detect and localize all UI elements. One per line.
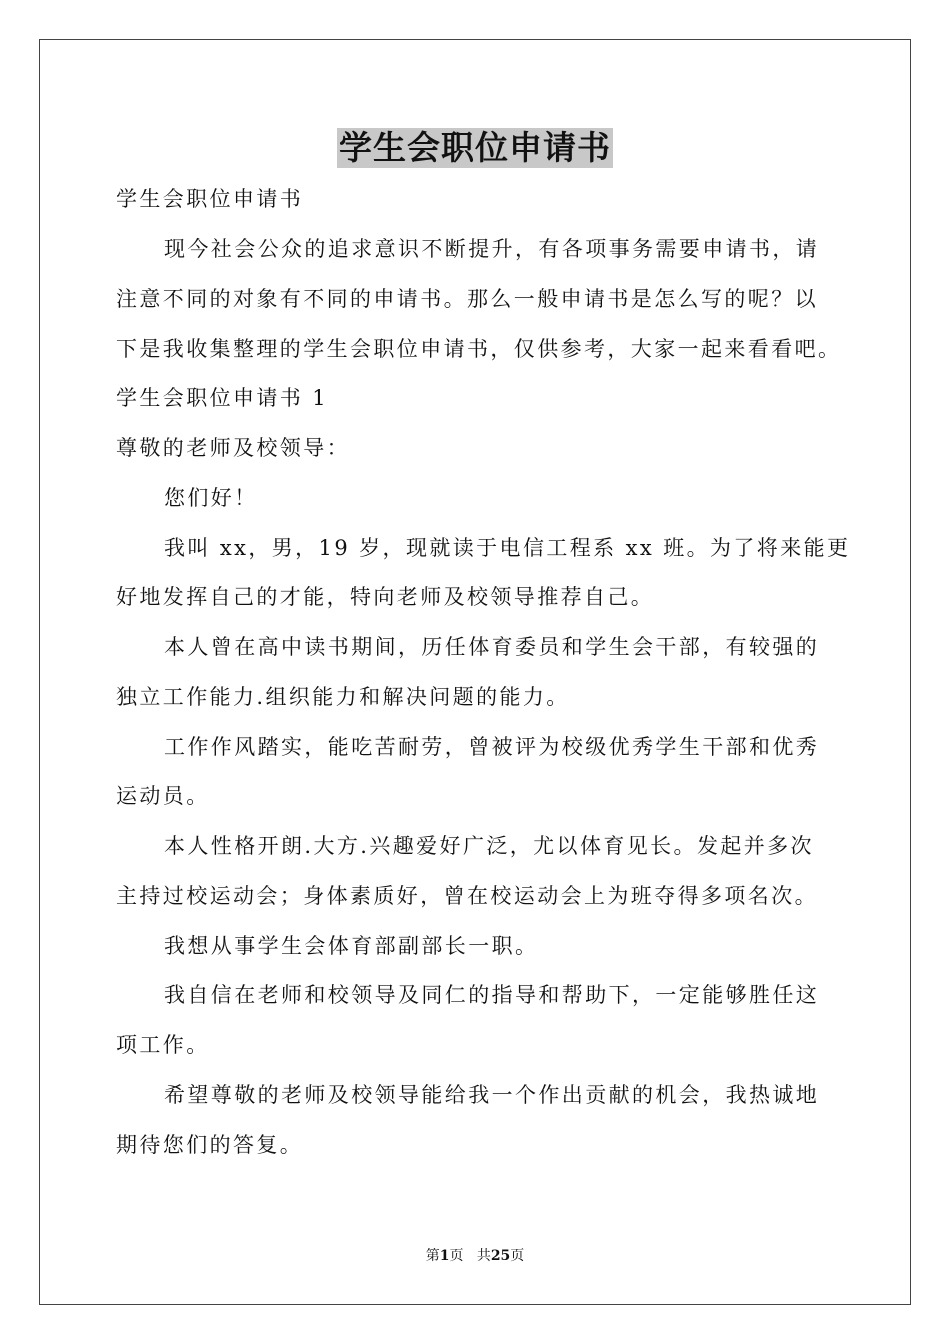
paragraph-line: 我自信在老师和校领导及同仁的指导和帮助下，一定能够胜任这	[164, 983, 820, 1007]
paragraph-line: 现今社会公众的追求意识不断提升，有各项事务需要申请书，请	[164, 237, 820, 261]
greeting: 您们好！	[164, 486, 258, 510]
paragraph-line: 运动员。	[116, 784, 210, 808]
paragraph-line: 主持过校运动会；身体素质好，曾在校运动会上为班夺得多项名次。	[116, 884, 818, 908]
total-label-prefix: 共	[476, 1248, 491, 1264]
page-label-suffix: 页	[449, 1248, 464, 1264]
subtitle-line: 学生会职位申请书	[116, 187, 304, 211]
document-title: 学生会职位申请书	[339, 128, 611, 167]
paragraph-line: 我想从事学生会体育部副部长一职。	[164, 934, 539, 958]
paragraph-line: 期待您们的答复。	[116, 1133, 304, 1157]
paragraph-line: 独立工作能力.组织能力和解决问题的能力。	[116, 685, 570, 709]
paragraph-line: 注意不同的对象有不同的申请书。那么一般申请书是怎么写的呢？以	[116, 287, 818, 311]
paragraph-line: 好地发挥自己的才能，特向老师及校领导推荐自己。	[116, 585, 655, 609]
page-number: 1	[439, 1248, 450, 1264]
total-pages: 25	[490, 1248, 511, 1264]
paragraph-line: 本人性格开朗.大方.兴趣爱好广泛，尤以体育见长。发起并多次	[164, 834, 814, 858]
paragraph-line: 我叫 xx，男，19 岁，现就读于电信工程系 xx 班。为了将来能更	[164, 536, 851, 560]
page-footer	[0, 1247, 950, 1265]
paragraph-line: 希望尊敬的老师及校领导能给我一个作出贡献的机会，我热诚地	[164, 1083, 820, 1107]
salutation: 尊敬的老师及校领导：	[116, 436, 350, 460]
page-label-prefix: 第	[425, 1248, 440, 1264]
section-heading: 学生会职位申请书 1	[116, 386, 329, 410]
paragraph-line: 本人曾在高中读书期间，历任体育委员和学生会干部，有较强的	[164, 635, 820, 659]
paragraph-line: 工作作风踏实，能吃苦耐劳，曾被评为校级优秀学生干部和优秀	[164, 735, 820, 759]
paragraph-line: 项工作。	[116, 1033, 210, 1057]
total-label-suffix: 页	[510, 1248, 525, 1264]
paragraph-line: 下是我收集整理的学生会职位申请书，仅供参考，大家一起来看看吧。	[116, 337, 842, 361]
title-area	[0, 128, 950, 168]
page-border	[39, 39, 911, 1305]
